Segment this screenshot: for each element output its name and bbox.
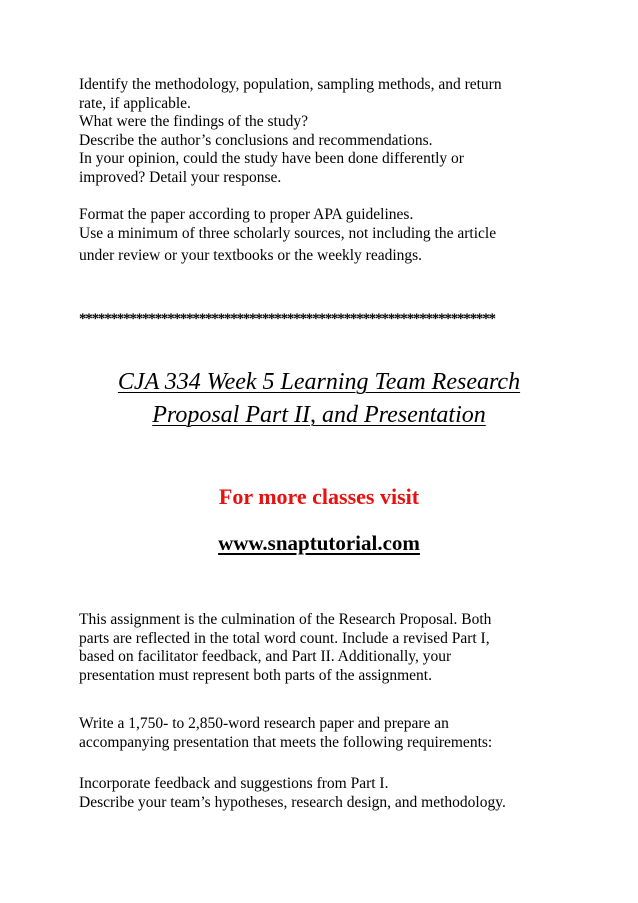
write-line: Write a 1,750- to 2,850-word research paper and prepare an [79, 715, 449, 732]
assignment-line: This assignment is the culmination of the Research Proposal. Both [79, 611, 492, 628]
intro-line: rate, if applicable. [79, 94, 191, 112]
requirement-line: Incorporate feedback and suggestions from Part I. [79, 775, 389, 792]
format-line: Use a minimum of three scholarly sources, not including the article [79, 224, 497, 242]
separator-stars: ****************************************************************** [79, 311, 495, 327]
assignment-line: presentation must represent both parts of the assignment. [79, 666, 432, 684]
intro-paragraph [79, 76, 559, 187]
format-line: Format the paper according to proper APA guidelines. [79, 206, 414, 223]
promo-site-link[interactable]: www.snaptutorial.com [218, 531, 420, 555]
assignment-line: based on facilitator feedback, and Part II. Additionally, your [79, 648, 452, 665]
format-line: under review or your textbooks or the weekly readings. [79, 247, 423, 264]
document-title-line-2: Proposal Part II, and Presentation [152, 402, 486, 428]
requirements-paragraph [79, 775, 559, 812]
intro-line: What were the findings of the study? [79, 113, 308, 130]
assignment-paragraph [79, 611, 559, 685]
requirement-line: Describe your team’s hypotheses, research design, and methodology. [79, 793, 506, 811]
intro-line: improved? Detail your response. [79, 168, 282, 186]
write-line: accompanying presentation that meets the following requirements: [79, 733, 493, 751]
format-paragraph [79, 206, 559, 266]
document-title-line-1: CJA 334 Week 5 Learning Team Research [117, 369, 521, 395]
intro-line: Identify the methodology, population, sampling methods, and return [79, 76, 502, 93]
assignment-line: parts are reflected in the total word count. Include a revised Part I, [79, 629, 490, 647]
intro-line: In your opinion, could the study have been done differently or [79, 150, 464, 167]
promo-visit-text: For more classes visit [218, 484, 420, 509]
write-paragraph [79, 715, 559, 752]
intro-line: Describe the author’s conclusions and recommendations. [79, 131, 433, 149]
